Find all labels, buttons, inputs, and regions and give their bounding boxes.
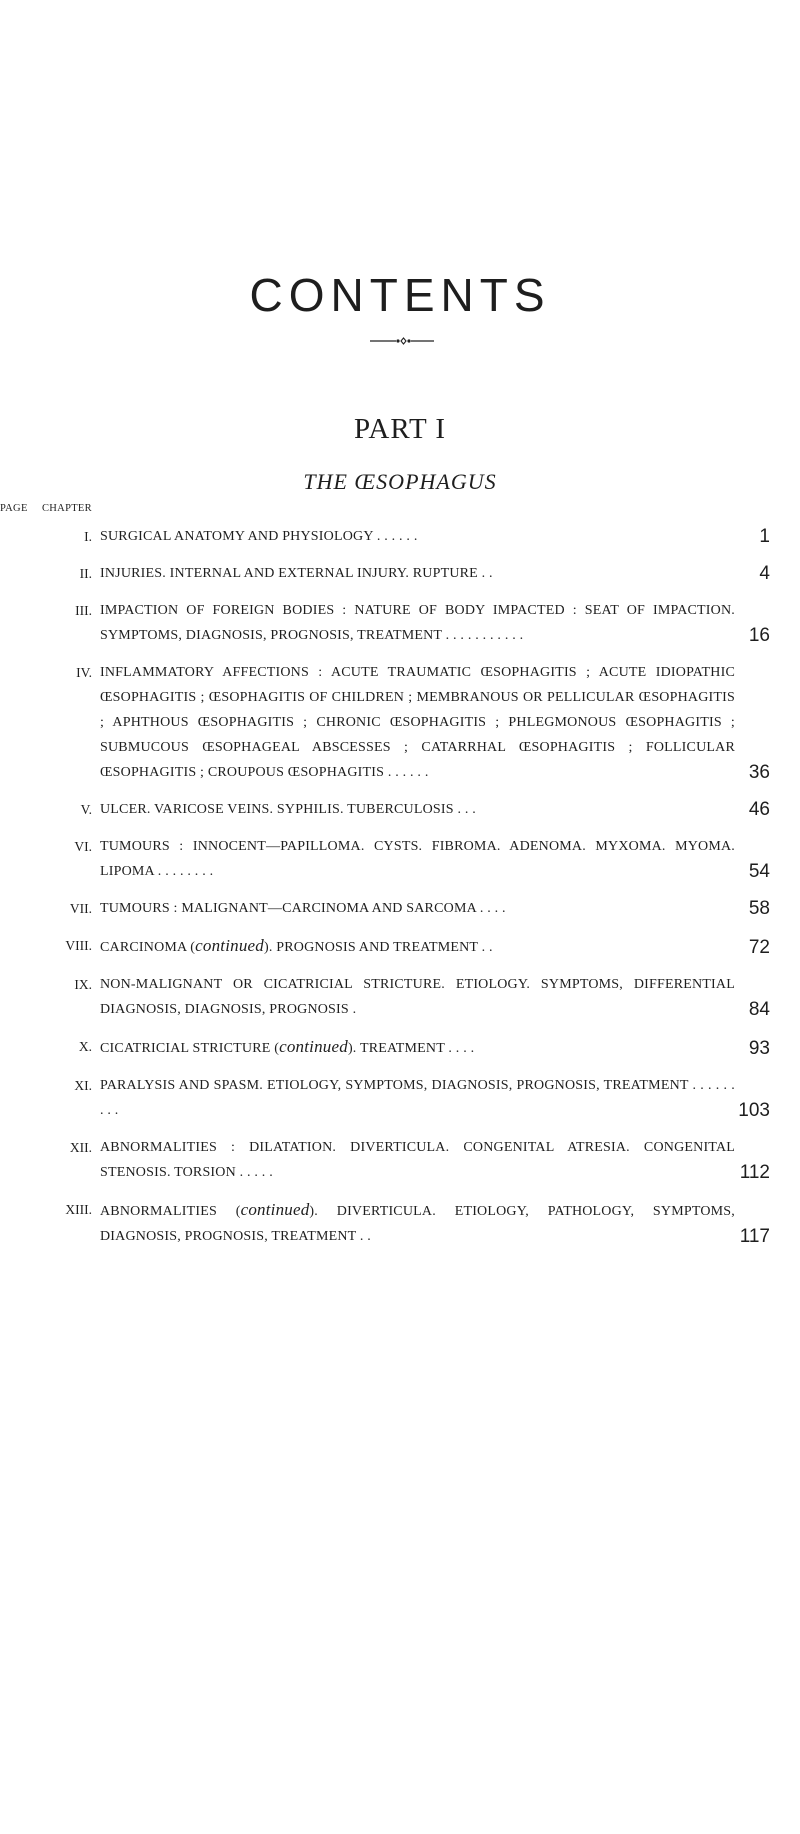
chapter-title xyxy=(100,660,735,785)
chapter-number: XI. xyxy=(74,1078,92,1093)
chapter-title-text: SURGICAL ANATOMY AND PHYSIOLOGY . . . . . . xyxy=(100,529,418,544)
chapter-number: II. xyxy=(79,566,92,581)
table-of-contents xyxy=(0,524,800,1261)
toc-entry xyxy=(0,1197,800,1249)
toc-entry xyxy=(0,598,800,648)
toc-entry xyxy=(0,1073,800,1123)
chapter-title-text: PARALYSIS AND SPASM. ETIOLOGY, SYMPTOMS, DIAGNOSIS, PROGNOSIS, TREATMENT . . . . . . . . . xyxy=(100,1078,735,1118)
page-number: 112 xyxy=(739,1162,770,1183)
chapter-number: VIII. xyxy=(65,938,92,953)
chapter-title xyxy=(100,834,735,884)
chapter-title xyxy=(100,1034,735,1061)
page-number: 4 xyxy=(759,563,770,584)
toc-entry xyxy=(0,834,800,884)
chapter-title-text: INJURIES. INTERNAL AND EXTERNAL INJURY. RUPTURE . . xyxy=(100,566,493,581)
part-title: PART I xyxy=(353,413,447,445)
contents-title: CONTENTS xyxy=(249,269,551,321)
page-number: 16 xyxy=(748,625,770,646)
page-number: 72 xyxy=(748,937,770,958)
toc-entry xyxy=(0,1034,800,1061)
chapter-title xyxy=(100,797,735,822)
chapter-number: VI. xyxy=(74,839,92,854)
toc-entry xyxy=(0,1135,800,1185)
toc-entry xyxy=(0,660,800,785)
page-number: 103 xyxy=(738,1100,770,1121)
chapter-title xyxy=(100,896,735,921)
chapter-title-text: NON-MALIGNANT OR CICATRICIAL STRICTURE. ETIOLOGY. SYMPTOMS, DIFFERENTIAL DIAGNOSIS, DIAGNOSIS, PROGNOSIS . xyxy=(100,977,735,1017)
chapter-column-header: CHAPTER xyxy=(42,503,92,514)
page-number: 93 xyxy=(748,1038,770,1059)
chapter-title-text: ABNORMALITIES ( xyxy=(100,1204,241,1219)
toc-entry xyxy=(0,896,800,921)
chapter-title xyxy=(100,933,735,960)
chapter-title-text: CICATRICIAL STRICTURE ( xyxy=(100,1041,280,1056)
chapter-number: XII. xyxy=(69,1140,92,1155)
chapter-title-text: ULCER. VARICOSE VEINS. SYPHILIS. TUBERCULOSIS . . . xyxy=(100,802,476,817)
toc-entry xyxy=(0,797,800,822)
chapter-number: IX. xyxy=(74,977,92,992)
chapter-title-continued: continued xyxy=(279,1037,348,1056)
chapter-title-suffix: ). DIVERTICULA. ETIOLOGY, PATHOLOGY, SYMPTOMS, DIAGNOSIS, PROGNOSIS, TREATMENT . . xyxy=(100,1204,735,1244)
chapter-title-text: IMPACTION OF FOREIGN BODIES : NATURE OF BODY IMPACTED : SEAT OF IMPACTION. SYMPTOMS, DIAGNOSIS, PROGNOSIS, TREATMENT . . . . . . . . . . . xyxy=(100,603,735,643)
page-number: 1 xyxy=(759,526,770,547)
chapter-title-text: ABNORMALITIES : DILATATION. DIVERTICULA. CONGENITAL ATRESIA. CONGENITAL STENOSIS. TORSION . . . . . xyxy=(100,1140,735,1180)
chapter-title-continued: continued xyxy=(195,936,264,955)
chapter-title-suffix: ). TREATMENT . . . . xyxy=(347,1041,475,1056)
page-number: 58 xyxy=(748,898,770,919)
chapter-title xyxy=(100,1073,735,1123)
ornament-divider-icon xyxy=(370,336,434,346)
page-number: 54 xyxy=(748,861,770,882)
chapter-number: XIII. xyxy=(65,1202,92,1217)
chapter-number: X. xyxy=(78,1039,92,1054)
chapter-title xyxy=(100,598,735,648)
toc-entry xyxy=(0,933,800,960)
chapter-number: III. xyxy=(75,603,92,618)
chapter-title-text: TUMOURS : INNOCENT—PAPILLOMA. CYSTS. FIBROMA. ADENOMA. MYXOMA. MYOMA. LIPOMA . . . . . . . . xyxy=(100,839,735,879)
chapter-title xyxy=(100,561,735,586)
chapter-title xyxy=(100,972,735,1022)
chapter-title-continued: continued xyxy=(240,1200,310,1219)
chapter-number: I. xyxy=(84,529,92,544)
page-number: 46 xyxy=(748,799,770,820)
chapter-title-text: INFLAMMATORY AFFECTIONS : ACUTE TRAUMATIC ŒSOPHAGITIS ; ACUTE IDIOPATHIC ŒSOPHAGITIS ; ŒSOPHAGITIS OF CHILDREN ; MEMBRANOUS OR PELLICULAR ŒSOPHAGITIS ; APHTHOUS ŒSOPHAGITIS ; CHRONIC ŒSOPHAGITIS ; PHLEGMONOUS ŒSOPHAGITIS ; SUBMUCOUS ŒSOPHAGEAL ABSCESSES ; CATARRHAL ŒSOPHAGITIS ; FOLLICULAR ŒSOPHAGITIS ; CROUPOUS ŒSOPHAGITIS . . . . . . xyxy=(100,665,735,780)
toc-entry xyxy=(0,972,800,1022)
chapter-title-suffix: ). PROGNOSIS AND TREATMENT . . xyxy=(264,940,493,955)
chapter-title-text: TUMOURS : MALIGNANT—CARCINOMA AND SARCOMA . . . . xyxy=(100,901,506,916)
chapter-number: V. xyxy=(80,802,92,817)
chapter-title xyxy=(100,524,735,549)
chapter-number: IV. xyxy=(76,665,92,680)
page-column-header: PAGE xyxy=(0,503,28,514)
chapter-title xyxy=(100,1197,735,1249)
chapter-title-text: CARCINOMA ( xyxy=(100,940,196,955)
page-number: 117 xyxy=(739,1226,770,1247)
page-number: 84 xyxy=(748,999,770,1020)
page-number: 36 xyxy=(748,762,770,783)
chapter-title xyxy=(100,1135,735,1185)
section-title: THE ŒSOPHAGUS xyxy=(303,469,497,494)
toc-entry xyxy=(0,561,800,586)
chapter-number: VII. xyxy=(69,901,92,916)
toc-entry xyxy=(0,524,800,549)
